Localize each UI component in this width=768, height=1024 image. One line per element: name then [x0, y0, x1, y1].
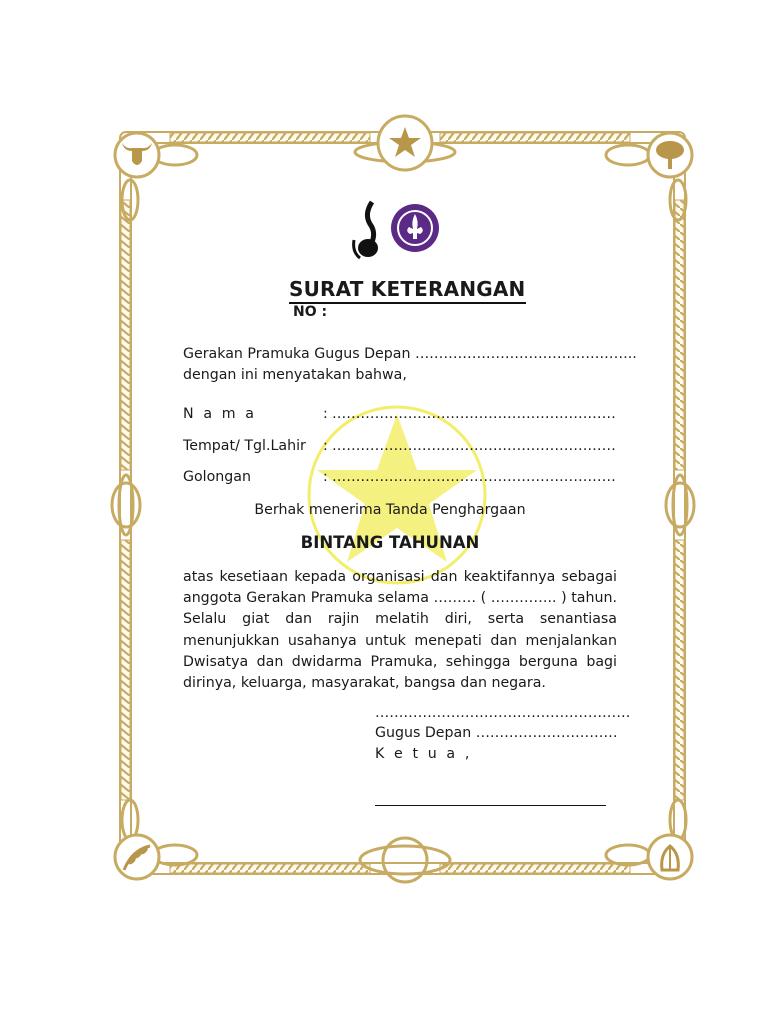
watermark-star-icon	[300, 400, 495, 590]
field-birth-colon: :	[323, 438, 328, 454]
field-group-label: Golongan	[183, 469, 251, 485]
buffalo-head-icon	[118, 137, 156, 173]
field-name-value: ……………………………………………………	[332, 406, 616, 422]
field-name-colon: :	[323, 406, 328, 422]
signature-line	[375, 805, 606, 806]
award-intro: Berhak menerima Tanda Penghargaan	[254, 502, 526, 518]
cotton-icon	[652, 840, 688, 876]
field-name-label: N a m a	[183, 406, 257, 422]
wosm-fleur-de-lis-logo	[390, 203, 440, 253]
body-line: Selalu giat dan rajin melatih diri, serta senantiasa	[183, 611, 617, 628]
intro-line-2: dengan ini menyatakan bahwa,	[183, 367, 407, 383]
body-line: Dwisatya dan dwidarma Pramuka, sehingga berguna bagi	[183, 653, 617, 670]
signature-role: K e t u a ,	[375, 746, 472, 762]
signature-unit: Gugus Depan …………………………	[375, 725, 618, 741]
document-number-label: NO :	[293, 304, 328, 320]
star-icon	[388, 125, 422, 159]
signature-place-date: ………………………………………………	[375, 705, 631, 721]
padi-icon	[118, 840, 156, 876]
body-line: menunjukkan usahanya untuk menepati dan menjalankan	[183, 632, 617, 649]
field-birth-value: ……………………………………………………	[332, 438, 616, 454]
tunas-kelapa-logo	[350, 200, 388, 262]
body-line: atas kesetiaan kepada organisasi dan keaktifannya sebagai	[183, 569, 617, 585]
document-title: SURAT KETERANGAN	[289, 276, 526, 304]
field-group-value: ……………………………………………………	[332, 469, 616, 485]
tree-icon	[652, 137, 688, 173]
body-line: anggota Gerakan Pramuka selama ……… ( ………….. ) tahun.	[183, 590, 617, 607]
body-line: dirinya, keluarga, masyarakat, bangsa dan negara.	[183, 675, 546, 692]
award-name: BINTANG TAHUNAN	[300, 533, 480, 552]
field-birth-label: Tempat/ Tgl.Lahir	[183, 438, 306, 454]
field-group-colon: :	[323, 469, 328, 485]
intro-line-1: Gerakan Pramuka Gugus Depan ………………………………………..	[183, 346, 637, 362]
body-paragraph	[183, 567, 617, 694]
